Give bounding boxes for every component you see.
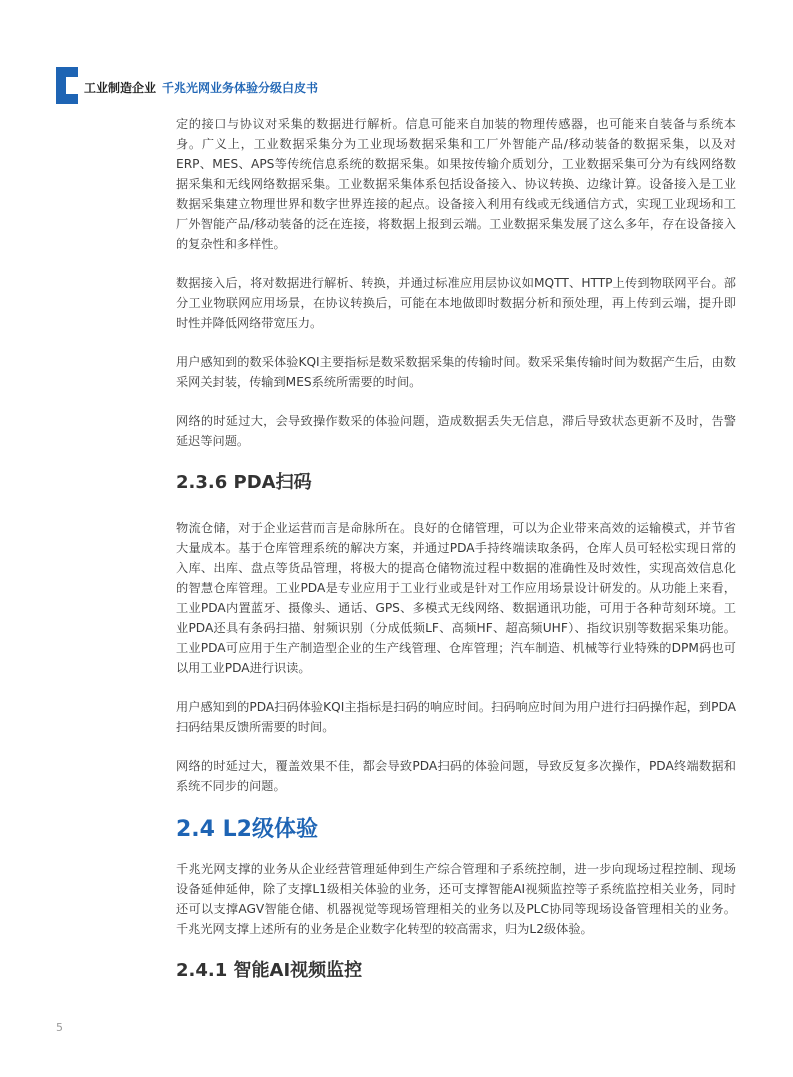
paragraph: 网络的时延过大，覆盖效果不佳，都会导致PDA扫码的体验问题，导致反复多次操作，PDA终端数据和系统不同步的问题。 xyxy=(176,759,736,793)
header-logo-bracket xyxy=(56,67,78,104)
page-number: 5 xyxy=(56,1021,63,1034)
running-header xyxy=(84,80,318,96)
paragraph: 千兆光网支撑的业务从企业经营管理延伸到生产综合管理和子系统控制，进一步向现场过程控制、现场设备延伸延伸，除了支撑L1级相关体验的业务，还可支撑智能AI视频监控等子系统监控相关业务，同时还可以支撑AGV智能仓储、机器视觉等现场管理相关的业务以及PLC协同等现场设备管理相关的业务。千兆光网支撑上述所有的业务是企业数字化转型的较高需求，归为L2级体验。 xyxy=(176,862,736,936)
page-content xyxy=(176,114,736,1006)
header-category: 工业制造企业 xyxy=(84,81,157,95)
paragraph: 用户感知到的PDA扫码体验KQI主指标是扫码的响应时间。扫码响应时间为用户进行扫码操作起，到PDA扫码结果反馈所需要的时间。 xyxy=(176,700,736,734)
paragraph: 物流仓储，对于企业运营而言是命脉所在。良好的仓储管理，可以为企业带来高效的运输模式，并节省大量成本。基于仓库管理系统的解决方案，并通过PDA手持终端读取条码，仓库人员可轻松实现日常的入库、出库、盘点等货品管理，将极大的提高仓储物流过程中数据的准确性及时效性，实现高效信息化的智慧仓库管理。工业PDA是专业应用于工业行业或是针对工作应用场景设计研发的。从功能上来看，工业PDA内置蓝牙、摄像头、通话、GPS、多模式无线网络、数据通讯功能，可用于各种苛刻环境。工业PDA还具有条码扫描、射频识别（分成低频LF、高频HF、超高频UHF）、指纹识别等数据采集功能。工业PDA可应用于生产制造型企业的生产线管理、仓库管理；汽车制造、机械等行业特殊的DPM码也可以用工业PDA进行识读。 xyxy=(176,521,736,675)
paragraph: 数据接入后，将对数据进行解析、转换，并通过标准应用层协议如MQTT、HTTP上传到物联网平台。部分工业物联网应用场景，在协议转换后，可能在本地做即时数据分析和预处理，再上传到云端，提升即时性并降低网络带宽压力。 xyxy=(176,276,736,330)
paragraph: 定的接口与协议对采集的数据进行解析。信息可能来自加装的物理传感器，也可能来自装备与系统本身。广义上，工业数据采集分为工业现场数据采集和工厂外智能产品/移动装备的数据采集，以及对ERP、MES、APS等传统信息系统的数据采集。如果按传输介质划分，工业数据采集可分为有线网络数据采集和无线网络数据采集。工业数据采集体系包括设备接入、协议转换、边缘计算。设备接入是工业数据采集建立物理世界和数字世界连接的起点。设备接入利用有线或无线通信方式，实现工业现场和工厂外智能产品/移动装备的泛在连接，将数据上报到云端。工业数据采集发展了这么多年，存在设备接入的复杂性和多样性。 xyxy=(176,117,736,251)
header-title: 千兆光网业务体验分级白皮书 xyxy=(162,81,319,95)
paragraph: 网络的时延过大，会导致操作数采的体验问题，造成数据丢失无信息，滞后导致状态更新不及时，告警延迟等问题。 xyxy=(176,414,736,448)
section-heading-2-4-1: 2.4.1 智能AI视频监控 xyxy=(176,960,363,981)
paragraph: 用户感知到的数采体验KQI主要指标是数采数据采集的传输时间。数采采集传输时间为数据产生后，由数采网关封装，传输到MES系统所需要的时间。 xyxy=(176,355,736,389)
section-heading-2-4: 2.4 L2级体验 xyxy=(176,817,318,842)
section-heading-2-3-6: 2.3.6 PDA扫码 xyxy=(176,472,312,493)
